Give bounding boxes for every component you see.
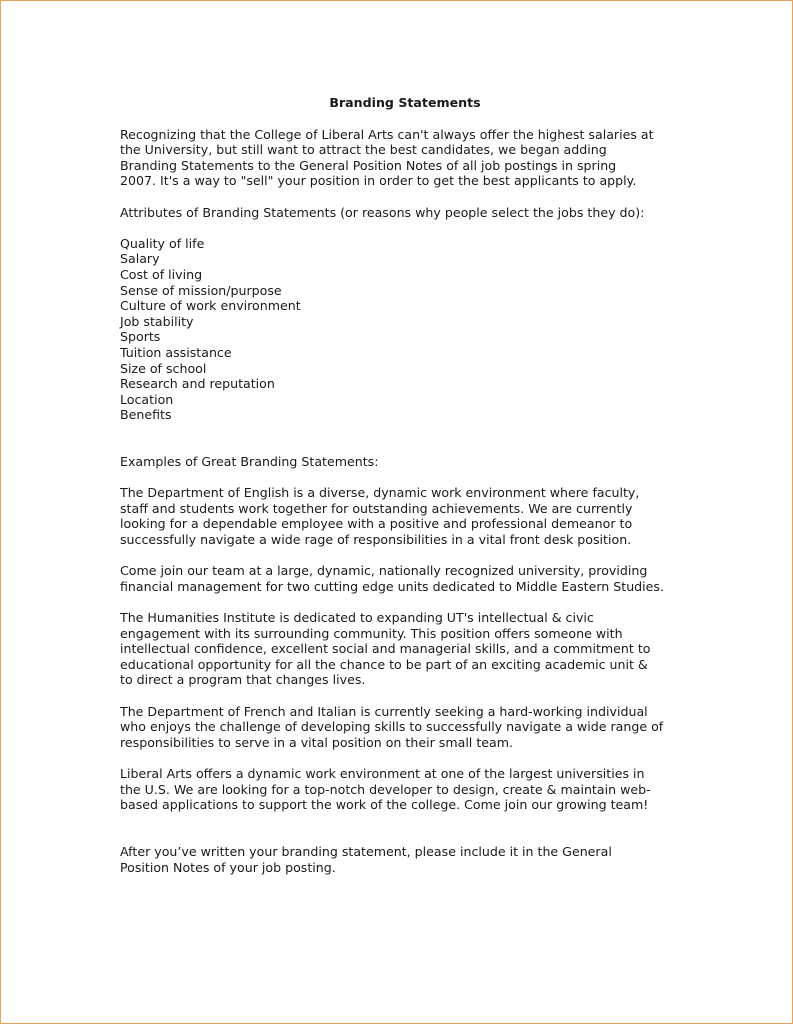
list-item: Tuition assistance (120, 344, 232, 360)
examples-heading: Examples of Great Branding Statements: (120, 454, 379, 470)
example-line: who enjoys the challenge of developing skills to successfully navigate a wide range of (120, 719, 664, 735)
example-line: intellectual confidence, excellent social and managerial skills, and a commitment to (120, 641, 651, 657)
list-item: Size of school (120, 360, 207, 376)
document-title: Branding Statements (329, 95, 481, 110)
closing-line: Position Notes of your job posting. (120, 859, 336, 875)
example-line: engagement with its surrounding community. This position offers someone with (120, 625, 623, 641)
list-item: Sense of mission/purpose (120, 282, 282, 298)
example-line: educational opportunity for all the chance to be part of an exciting academic unit & (120, 656, 648, 672)
example-line: looking for a dependable employee with a positive and professional demeanor to (120, 516, 633, 532)
example-line: the U.S. We are looking for a top-notch developer to design, create & maintain web- (120, 781, 651, 797)
list-item: Location (120, 391, 174, 407)
example-paragraph-french-italian (120, 704, 690, 751)
closing-line: After you’ve written your branding statement, please include it in the General (120, 843, 612, 859)
example-paragraph-english (120, 485, 690, 547)
list-item: Quality of life (120, 235, 205, 251)
list-item: Job stability (120, 313, 194, 329)
example-line: based applications to support the work of the college. Come join our growing team! (120, 797, 649, 813)
example-line: Come join our team at a large, dynamic, nationally recognized university, providing (120, 563, 648, 579)
example-line: The Department of English is a diverse, dynamic work environment where faculty, (120, 485, 640, 501)
example-line: staff and students work together for outstanding achievements. We are currently (120, 500, 633, 516)
list-item: Culture of work environment (120, 298, 301, 314)
example-line: The Humanities Institute is dedicated to expanding UT's intellectual & civic (120, 610, 594, 625)
list-item: Benefits (120, 407, 172, 423)
list-item: Research and reputation (120, 376, 275, 392)
attributes-heading: Attributes of Branding Statements (or reasons why people select the jobs they do): (120, 204, 645, 220)
intro-line: Branding Statements to the General Position Notes of all job postings in spring (120, 157, 617, 173)
example-line: The Department of French and Italian is currently seeking a hard-working individual (120, 703, 648, 719)
example-line: financial management for two cutting edge units dedicated to Middle Eastern Studies. (120, 578, 664, 594)
example-line: responsibilities to serve in a vital position on their small team. (120, 734, 513, 750)
example-paragraph-liberal-arts (120, 766, 690, 813)
intro-line: the University, but still want to attract the best candidates, we began adding (120, 142, 607, 158)
list-item: Salary (120, 251, 160, 267)
example-line: to direct a program that changes lives. (120, 672, 366, 688)
intro-line: Recognizing that the College of Liberal Arts can't always offer the highest salaries at (120, 126, 654, 142)
intro-paragraph (120, 127, 690, 189)
intro-line: 2007. It's a way to "sell" your position in order to get the best applicants to apply. (120, 173, 637, 189)
list-item: Sports (120, 329, 161, 345)
document-content (120, 95, 690, 875)
example-line: successfully navigate a wide rage of responsibilities in a vital front desk position. (120, 532, 632, 548)
example-paragraph-middle-eastern (120, 563, 690, 594)
example-paragraph-humanities (120, 610, 690, 688)
attributes-list (120, 236, 690, 423)
closing-paragraph (120, 844, 690, 875)
example-line: Liberal Arts offers a dynamic work environment at one of the largest universities in (120, 765, 645, 781)
list-item: Cost of living (120, 266, 203, 282)
